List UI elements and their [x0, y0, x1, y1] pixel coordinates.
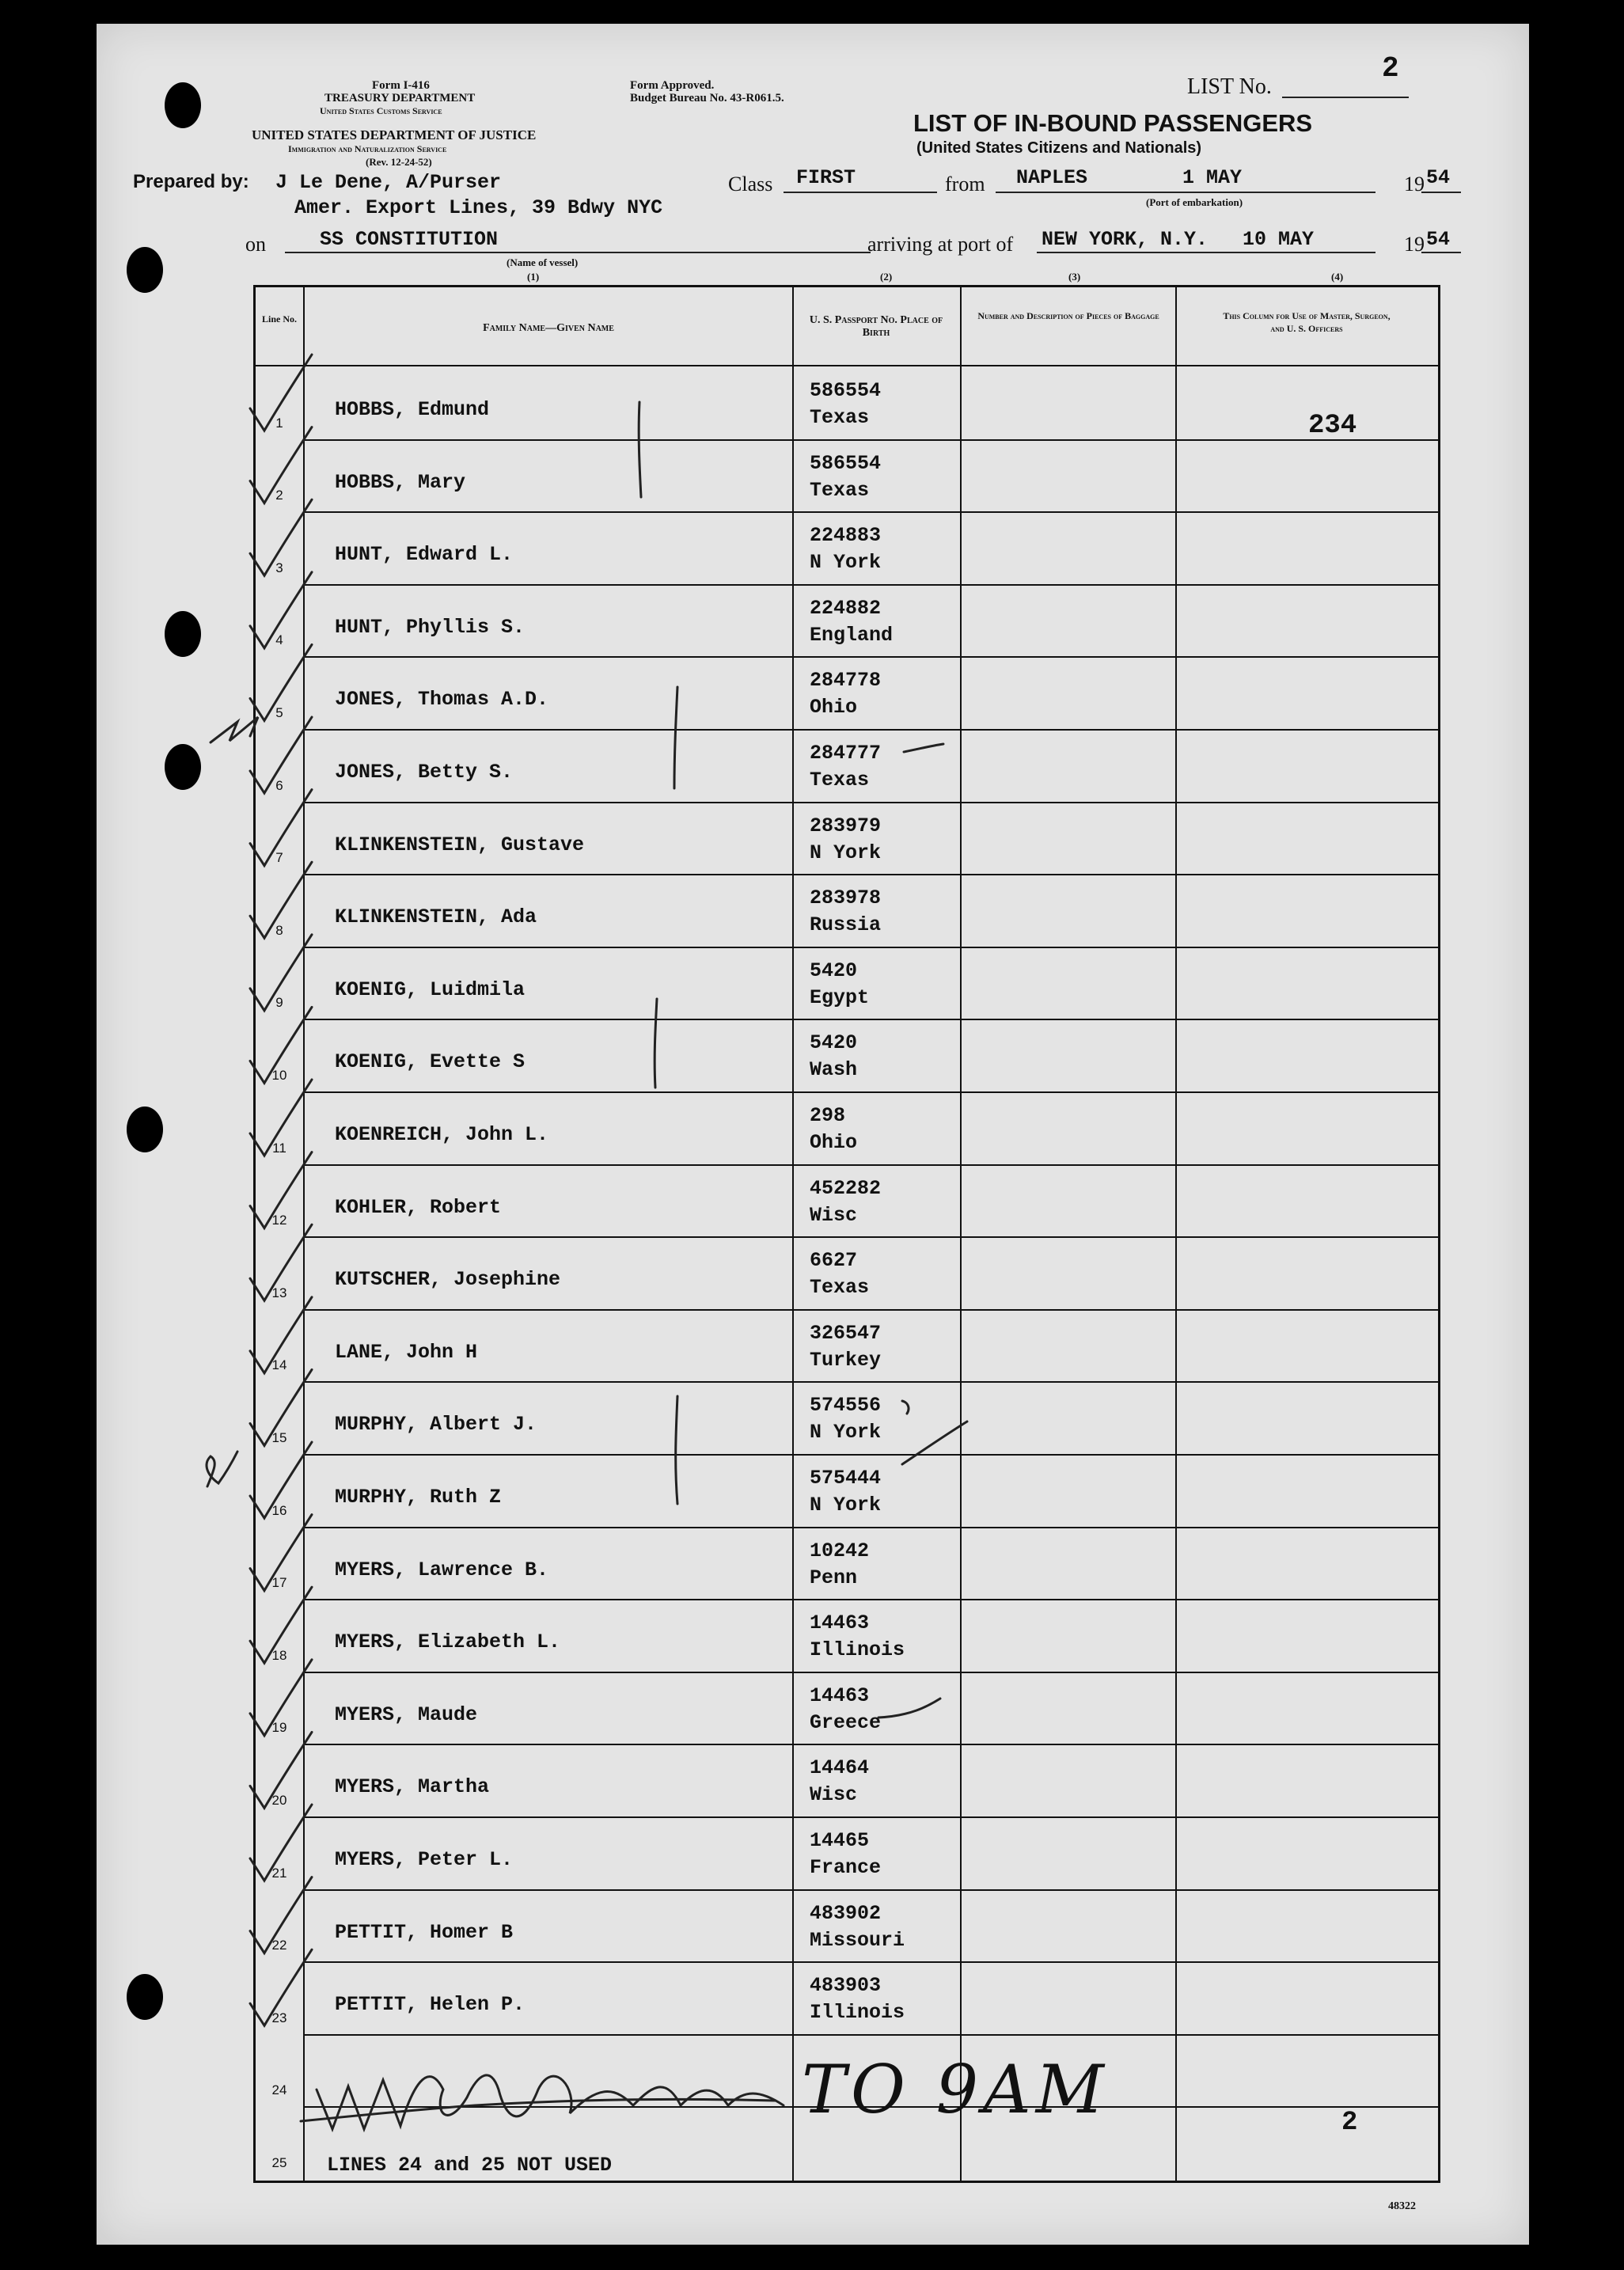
col1-number: (1)	[527, 271, 540, 283]
passenger-name: MURPHY, Albert J.	[335, 1413, 537, 1437]
place-of-birth: Wisc	[810, 1783, 858, 1807]
passport-number: 283979	[810, 814, 882, 837]
form-revision: (Rev. 12-24-52)	[366, 156, 432, 168]
prepared-label: Prepared by:	[133, 171, 249, 192]
check-mark	[250, 499, 312, 575]
passenger-name: PETTIT, Homer B	[335, 1920, 514, 1944]
passenger-name: MYERS, Martha	[335, 1775, 490, 1799]
check-mark	[250, 717, 312, 793]
budget-bureau: Budget Bureau No. 43-R061.5.	[630, 92, 784, 104]
line-number: 13	[271, 1285, 287, 1300]
list-no-label: LIST No.	[1187, 74, 1272, 99]
check-mark	[250, 1442, 312, 1518]
place-of-birth: N York	[810, 841, 882, 864]
place-of-birth: Greece	[810, 1710, 882, 1734]
line-number: 11	[272, 1140, 286, 1156]
passenger-name: LINES 24 and 25 NOT USED	[327, 2154, 613, 2177]
passport-number: 6627	[810, 1249, 858, 1273]
page-title: LIST OF IN-BOUND PASSENGERS	[913, 109, 1313, 137]
passenger-name: KOENIG, Evette S	[335, 1050, 526, 1074]
line-number: 7	[275, 850, 283, 866]
passport-number: 586554	[810, 379, 882, 402]
year1-suffix: 54	[1426, 166, 1451, 189]
check-mark	[250, 572, 312, 648]
passenger-name: MURPHY, Ruth Z	[335, 1486, 502, 1509]
colhead-line-no: Line No.	[261, 313, 297, 325]
on-label: on	[245, 233, 266, 256]
place-of-birth: Russia	[810, 913, 882, 937]
place-of-birth: England	[810, 623, 894, 647]
year2-prefix: 19	[1404, 233, 1425, 256]
line-number: 14	[271, 1357, 287, 1373]
place-of-birth: N York	[810, 551, 882, 575]
passenger-name: JONES, Thomas A.D.	[335, 688, 549, 712]
passport-number: 298	[810, 1104, 846, 1127]
passenger-name: KOHLER, Robert	[335, 1195, 502, 1219]
line-number: 23	[271, 2010, 287, 2025]
line-number: 25	[271, 2155, 287, 2170]
place-of-birth: Texas	[810, 478, 870, 502]
check-mark	[250, 1007, 312, 1083]
line-number: 12	[271, 1213, 287, 1228]
passenger-name: HOBBS, Edmund	[335, 398, 490, 421]
place-of-birth: N York	[810, 1421, 882, 1444]
line-number: 20	[271, 1793, 287, 1808]
place-of-birth: Wash	[810, 1058, 858, 1082]
passenger-name: MYERS, Peter L.	[335, 1848, 514, 1871]
passport-number: 14464	[810, 1756, 870, 1780]
line-number: 8	[275, 922, 283, 938]
arrival-date: 10 MAY	[1243, 228, 1315, 251]
from-date: 1 MAY	[1182, 166, 1243, 189]
passport-number: 224882	[810, 596, 882, 620]
passenger-name: LANE, John H	[335, 1340, 478, 1364]
passport-number: 224883	[810, 524, 882, 548]
passenger-name: KLINKENSTEIN, Ada	[335, 905, 537, 929]
check-mark	[250, 1224, 312, 1300]
class-label: Class	[728, 173, 773, 195]
passenger-name: HUNT, Phyllis S.	[335, 615, 526, 639]
line-number: 5	[275, 705, 283, 720]
colhead-name: Family Name—Given Name	[483, 322, 614, 334]
passport-number: 284777	[810, 742, 882, 765]
passport-number: 586554	[810, 451, 882, 475]
line-number: 3	[275, 560, 283, 575]
passenger-name: HUNT, Edward L.	[335, 543, 514, 567]
check-mark	[250, 1805, 312, 1881]
place-of-birth: Turkey	[810, 1348, 882, 1372]
passport-number: 14463	[810, 1611, 870, 1635]
place-of-birth: Penn	[810, 1566, 858, 1589]
handwritten-time: TO 9AM	[802, 2051, 1109, 2128]
bracket-marks	[639, 402, 677, 1504]
check-mark	[250, 1587, 312, 1663]
passenger-name: KLINKENSTEIN, Gustave	[335, 833, 585, 856]
passenger-name: KUTSCHER, Josephine	[335, 1268, 561, 1292]
passport-number: 326547	[810, 1321, 882, 1345]
line-number: 1	[275, 415, 283, 431]
check-mark	[250, 1369, 312, 1445]
passport-number: 574556	[810, 1394, 882, 1418]
check-mark	[250, 1660, 312, 1736]
place-of-birth: Texas	[810, 406, 870, 429]
line-number: 17	[271, 1575, 287, 1591]
col3-number: (3)	[1068, 271, 1081, 283]
form-code: 48322	[1388, 2200, 1416, 2212]
year1-prefix: 19	[1404, 173, 1425, 195]
form-number: Form I-416	[372, 79, 430, 92]
line-number: 24	[271, 2082, 287, 2098]
place-of-birth: Egypt	[810, 985, 870, 1009]
col2-number: (2)	[880, 271, 893, 283]
passport-number: 5420	[810, 1031, 858, 1055]
check-marks	[250, 355, 312, 2025]
page-subtitle: (United States Citizens and Nationals)	[916, 139, 1202, 157]
passenger-name: MYERS, Lawrence B.	[335, 1558, 549, 1581]
place-of-birth: Ohio	[810, 1131, 858, 1154]
passenger-name: MYERS, Maude	[335, 1702, 478, 1726]
check-mark	[250, 355, 312, 431]
place-of-birth: Illinois	[810, 1638, 905, 1662]
place-of-birth: France	[810, 1856, 882, 1879]
check-mark	[250, 427, 312, 503]
place-of-birth: Illinois	[810, 2001, 905, 2025]
passenger-name: MYERS, Elizabeth L.	[335, 1630, 561, 1654]
passenger-name: HOBBS, Mary	[335, 470, 466, 494]
passenger-name: KOENREICH, John L.	[335, 1123, 549, 1146]
line-number: 18	[271, 1647, 287, 1663]
vessel-caption: (Name of vessel)	[507, 256, 579, 268]
vessel-name: SS CONSTITUTION	[320, 228, 499, 251]
passport-number: 283978	[810, 886, 882, 910]
check-mark	[250, 1080, 312, 1156]
arrival-port: NEW YORK, N.Y.	[1042, 228, 1209, 251]
line-number: 2	[275, 488, 283, 503]
check-mark	[250, 1877, 312, 1953]
passport-number: 483903	[810, 1974, 882, 1998]
line-number: 15	[271, 1430, 287, 1445]
check-mark	[250, 1515, 312, 1591]
check-mark	[250, 790, 312, 866]
place-of-birth: N York	[810, 1494, 882, 1516]
arriving-label: arriving at port of	[867, 233, 1014, 256]
line-number: 10	[271, 1068, 287, 1083]
passport-number: 5420	[810, 958, 858, 982]
passenger-name: KOENIG, Luidmila	[335, 977, 526, 1001]
signature	[301, 2075, 784, 2129]
passport-number: 14463	[810, 1684, 870, 1707]
passport-number: 483902	[810, 1901, 882, 1925]
check-mark	[250, 862, 312, 938]
check-mark	[250, 935, 312, 1011]
officer-number: 234	[1308, 411, 1357, 441]
col4-number: (4)	[1331, 271, 1344, 283]
passenger-name: JONES, Betty S.	[335, 761, 514, 784]
prepared-by: J Le Dene, A/Purser	[275, 171, 502, 194]
margin-initials	[207, 717, 258, 1486]
passport-number: 452282	[810, 1176, 882, 1200]
pen-ticks	[878, 744, 967, 1718]
customs-service: United States Customs Service	[320, 105, 442, 116]
class-value: FIRST	[796, 166, 856, 189]
page-count: 2	[1341, 2108, 1358, 2138]
justice-dept: UNITED STATES DEPARTMENT OF JUSTICE	[252, 127, 537, 142]
check-mark	[250, 644, 312, 720]
line-number: 21	[271, 1865, 287, 1881]
check-mark	[250, 1152, 312, 1228]
embark-caption: (Port of embarkation)	[1146, 196, 1243, 208]
place-of-birth: Missouri	[810, 1928, 905, 1952]
check-mark	[250, 1949, 312, 2025]
place-of-birth: Ohio	[810, 696, 858, 719]
check-mark	[250, 1732, 312, 1808]
place-of-birth: Texas	[810, 1276, 870, 1300]
list-no-value: 2	[1382, 52, 1399, 85]
form-approved: Form Approved.	[630, 79, 715, 92]
passport-number: 14465	[810, 1829, 870, 1852]
line-number: 4	[275, 632, 283, 648]
colhead-baggage: Number and Description of Pieces of Baggage	[977, 310, 1159, 321]
passport-number: 10242	[810, 1539, 870, 1562]
check-mark	[250, 1297, 312, 1373]
passport-number: 575444	[810, 1467, 882, 1490]
line-number: 19	[271, 1720, 287, 1736]
place-of-birth: Wisc	[810, 1203, 858, 1227]
line-number: 6	[275, 777, 283, 793]
from-label: from	[945, 173, 985, 195]
line-number: 9	[275, 995, 283, 1011]
ins-service: Immigration and Naturalization Service	[288, 143, 447, 154]
treasury-dept: TREASURY DEPARTMENT	[324, 92, 476, 104]
from-port: NAPLES	[1016, 166, 1088, 189]
colhead-officers: This Column for Use of Master, Surgeon, and U. S. Officers	[1223, 310, 1391, 334]
line-number: 16	[271, 1502, 287, 1518]
colhead-passport: U. S. Passport No. Place of Birth	[809, 314, 943, 339]
line-number: 22	[271, 1938, 287, 1953]
year2-suffix: 54	[1426, 228, 1451, 251]
prepared-line2: Amer. Export Lines, 39 Bdwy NYC	[294, 196, 663, 219]
place-of-birth: Texas	[810, 769, 870, 791]
passport-number: 284778	[810, 669, 882, 693]
passenger-name: PETTIT, Helen P.	[335, 1993, 526, 2017]
